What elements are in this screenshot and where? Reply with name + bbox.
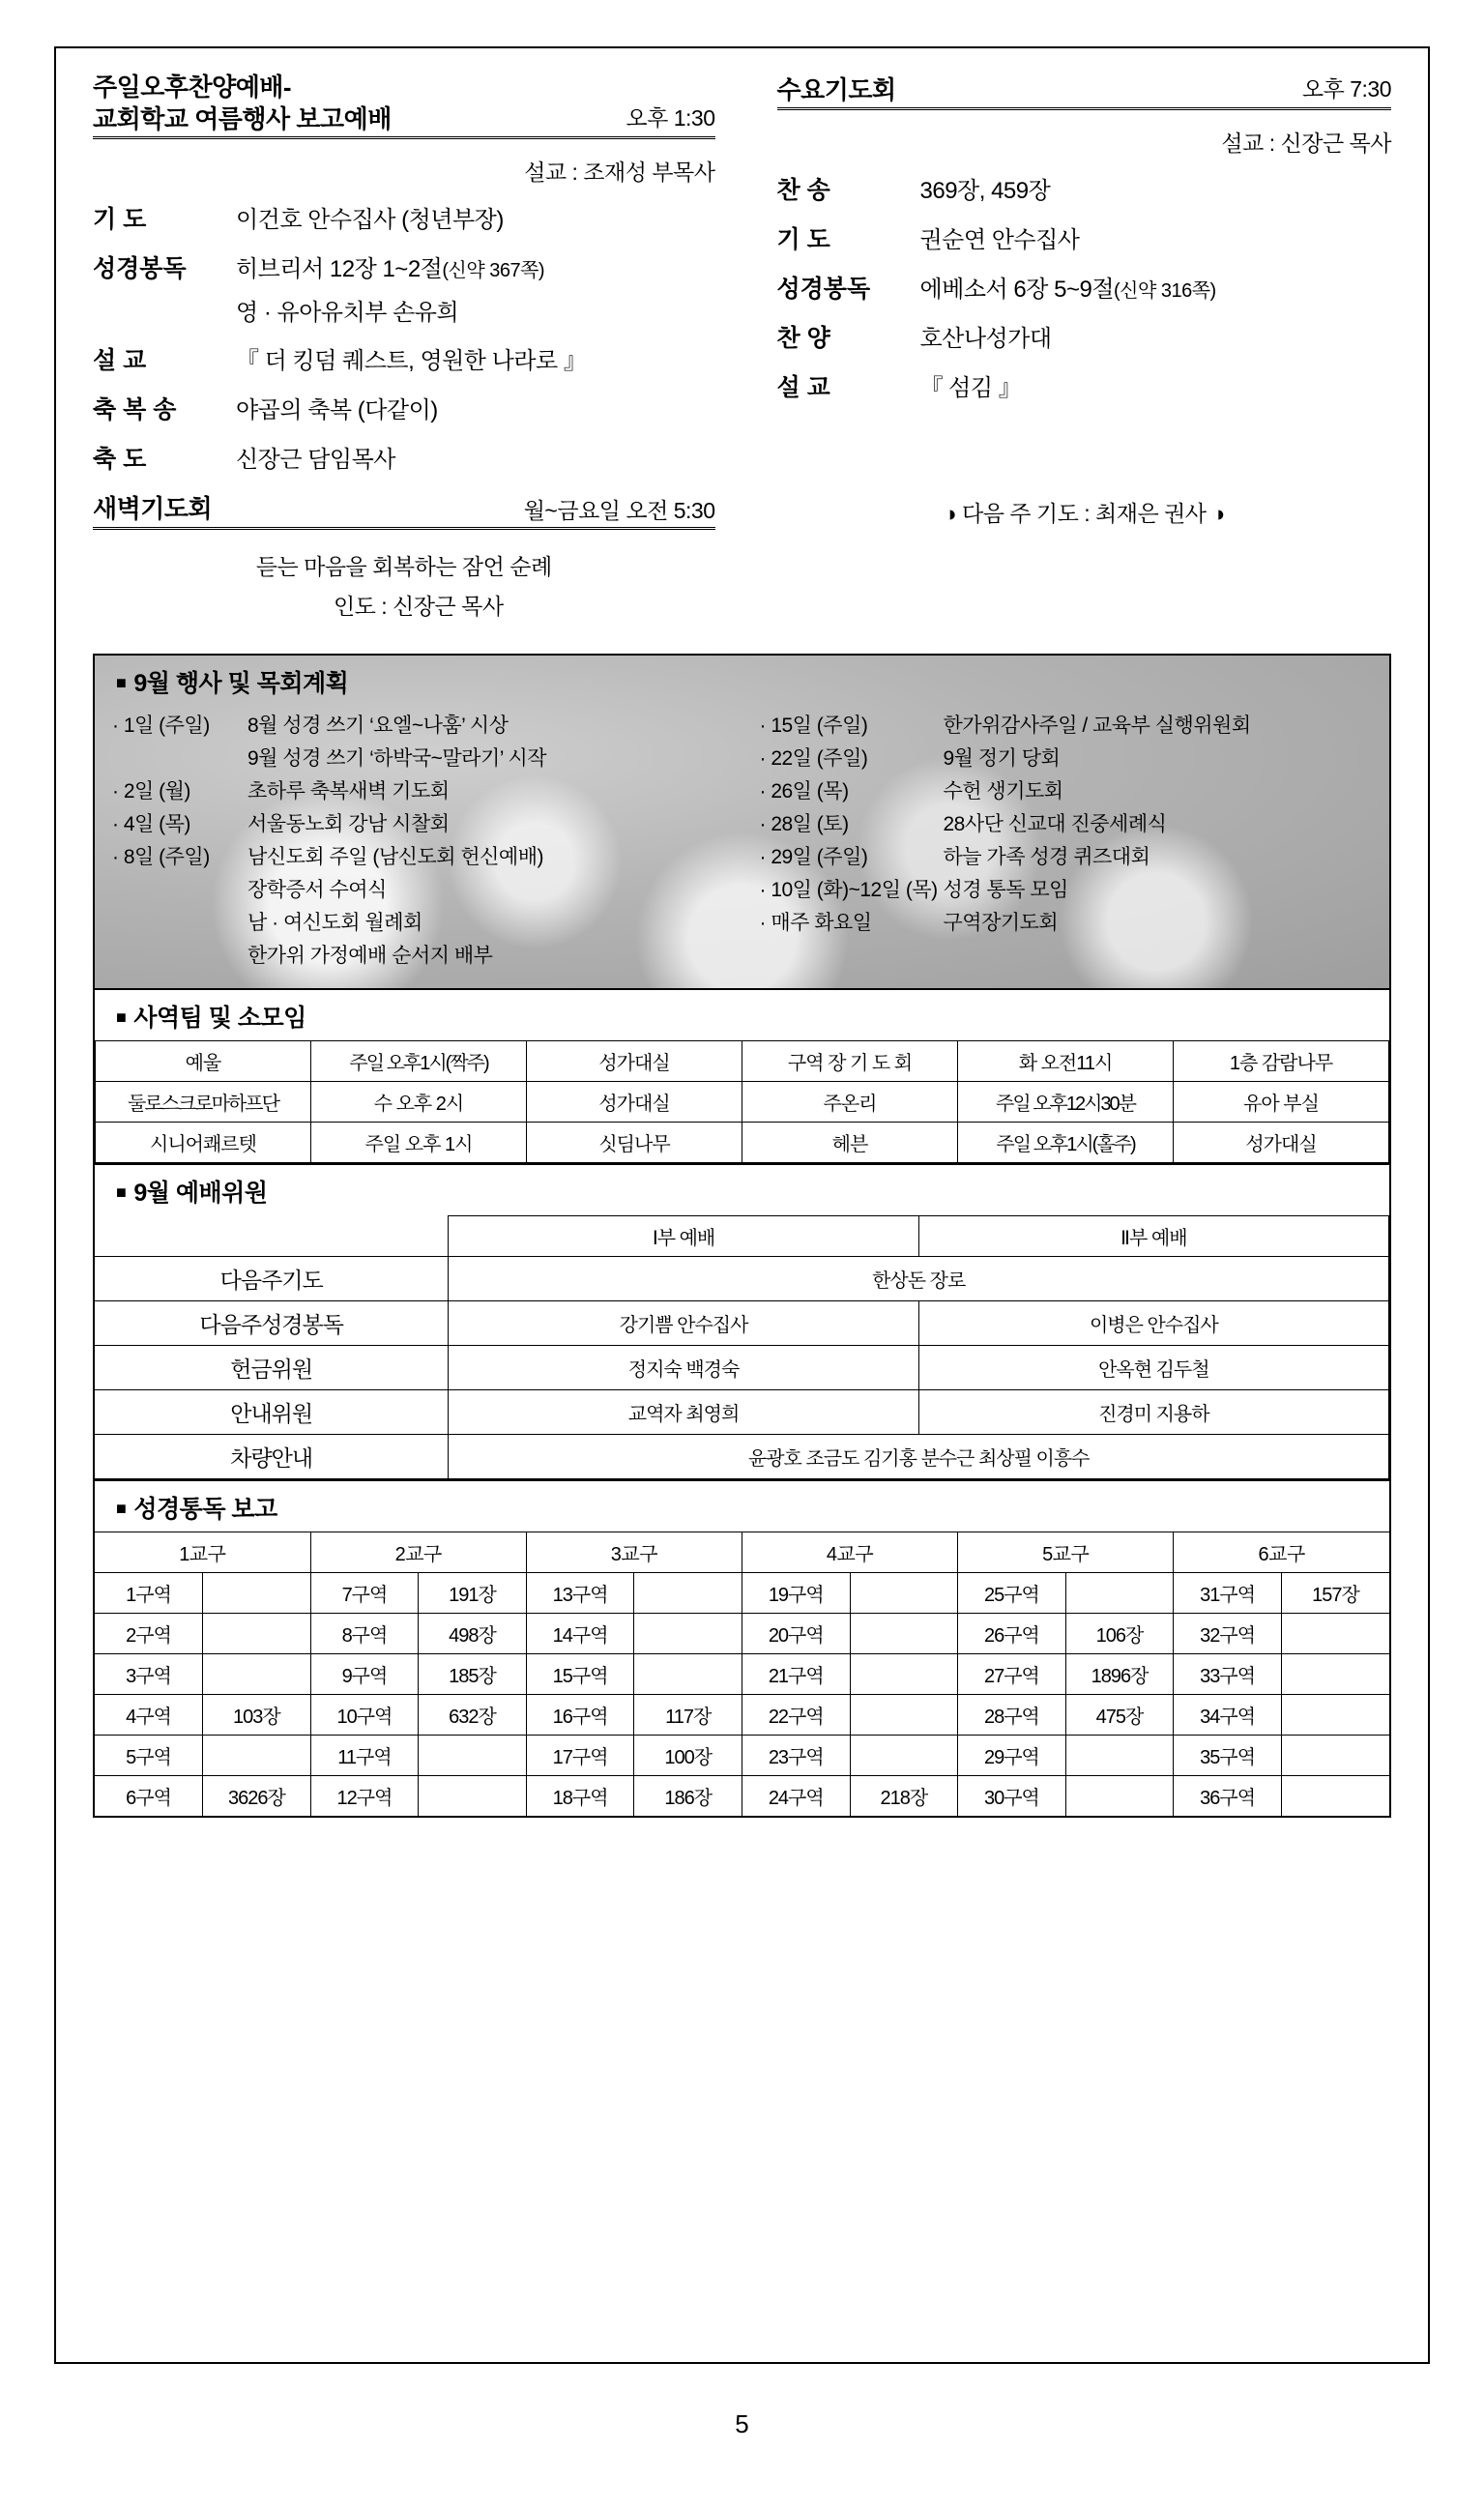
schedule-date [112,940,247,973]
table-row [95,1301,1389,1346]
zone-count [850,1695,958,1736]
order-value: 『 더 킹덤 퀘스트, 영원한 나라로 』 [236,348,587,374]
district-header: 3교구 [526,1532,742,1573]
team-time: 주일 오후1시(짝주) [311,1041,527,1082]
square-bullet-icon: ■ [116,1499,127,1519]
monthly-schedule-title-text: 9월 행사 및 목회계획 [133,670,349,697]
order-label: 기 도 [93,206,147,233]
zone-count [1281,1776,1389,1817]
schedule-date [112,874,247,907]
zone-label: 13구역 [526,1573,634,1614]
zone-label: 8구역 [310,1614,419,1654]
services-section [93,72,1391,621]
order-label: 축 도 [93,446,147,473]
zone-label: 20구역 [742,1614,850,1654]
team-time: 주일 오후12시30분 [958,1082,1174,1123]
row-value: 안옥현 김두철 [918,1346,1388,1390]
zone-label: 35구역 [1174,1736,1282,1776]
row-value: 정지숙 백경숙 [449,1346,918,1390]
schedule-item [112,907,742,940]
team-name: 주온리 [742,1082,958,1123]
schedule-item [760,743,1373,775]
zone-count: 498장 [419,1614,527,1654]
zone-label: 7구역 [310,1573,419,1614]
table-row [96,1123,1389,1163]
zone-label: 29구역 [958,1736,1066,1776]
schedule-date: · 2일 (월) [112,780,190,803]
zone-count [850,1736,958,1776]
order-label: 찬 송 [776,177,830,204]
schedule-item [112,808,742,841]
zone-count [1065,1736,1174,1776]
team-name: 시니어쾌르텟 [96,1123,311,1163]
team-time: 화 오전11시 [958,1041,1174,1082]
schedule-desc: 28사단 신교대 진중세례식 [943,813,1167,836]
square-bullet-icon: ■ [116,1007,127,1028]
table-row [95,1573,1389,1614]
schedule-item [112,743,742,775]
wednesday-service [742,72,1392,621]
zone-label: 17구역 [526,1736,634,1776]
schedule-item [760,874,1373,907]
schedule-desc: 하늘 가족 성경 퀴즈대회 [943,846,1150,869]
table-row [95,1257,1389,1301]
zone-count: 103장 [203,1695,311,1736]
order-value-page: (신약 367쪽) [442,260,545,281]
zone-label: 18구역 [526,1776,634,1817]
schedule-date [112,743,247,775]
zone-count: 1896장 [1065,1654,1174,1695]
team-time: 수 오후 2시 [311,1082,527,1123]
order-row [93,341,715,376]
schedule-date: · 매주 화요일 [759,912,872,935]
row-header: 다음주기도 [95,1257,449,1301]
zone-label: 31구역 [1174,1573,1282,1614]
zone-label: 36구역 [1174,1776,1282,1817]
zone-count: 218장 [850,1776,958,1817]
teams-title [95,990,1389,1040]
next-week-prayer: ◑ 다음 주 기도 : 최재은 권사 ◑ [943,501,1225,526]
worship-committee-section [95,1165,1389,1479]
table-row [95,1736,1389,1776]
dawn-prayer-header [93,489,715,530]
zone-count [850,1654,958,1695]
zone-label: 12구역 [310,1776,419,1817]
schedule-date: · 4일 (목) [112,813,190,836]
order-value [236,249,715,283]
schedule-desc: 남 · 여신도회 월례회 [247,912,422,935]
table-row [95,1776,1389,1817]
order-label: 성경봉독 [776,276,871,303]
worship-committee-title-text: 9월 예배위원 [133,1180,268,1208]
order-value-main: 히브리서 12장 1~2절 [236,256,443,282]
wednesday-preacher: 설교 : 신장근 목사 [1221,131,1391,156]
schedule-desc: 남신도회 주일 (남신도회 헌신예배) [247,846,543,869]
order-row [93,391,715,425]
order-value: 권순연 안수집사 [919,227,1080,253]
row-header: 차량안내 [95,1435,449,1479]
table-row [96,1041,1389,1082]
team-place: 싯딤나무 [527,1123,742,1163]
zone-count: 117장 [634,1695,742,1736]
team-place: 1층 감람나무 [1174,1041,1389,1082]
schedule-desc: 수헌 생기도회 [943,780,1063,803]
zone-label: 24구역 [742,1776,850,1817]
table-row [95,1614,1389,1654]
order-label: 찬 양 [776,325,830,352]
row-value: 한상돈 장로 [449,1257,1389,1301]
zone-count: 106장 [1065,1614,1174,1654]
wednesday-time: 오후 7:30 [1301,76,1391,102]
schedule-date: · 26일 (목) [759,780,849,803]
worship-committee-table [95,1215,1389,1479]
bible-reading-title-text: 성경통독 보고 [133,1496,277,1524]
table-row [95,1654,1389,1695]
schedule-date [112,907,247,940]
schedule-item [760,710,1373,743]
zone-label: 14구역 [526,1614,634,1654]
order-value: 호산나성가대 [919,326,1052,352]
sunday-afternoon-header [93,72,715,139]
row-value: 강기쁨 안수집사 [449,1301,918,1346]
order-value-page: (신약 316쪽) [1114,280,1216,302]
zone-label: 27구역 [958,1654,1066,1695]
teams-table [95,1040,1389,1163]
zone-label: 19구역 [742,1573,850,1614]
zone-label: 3구역 [95,1654,203,1695]
bible-reading-table [95,1532,1389,1816]
table-header-row [95,1532,1389,1573]
schedule-desc: 구역장기도회 [943,912,1059,935]
team-place: 유아 부실 [1174,1082,1389,1123]
district-header: 6교구 [1174,1532,1389,1573]
zone-count [634,1614,742,1654]
zone-label: 9구역 [310,1654,419,1695]
dawn-prayer-title: 새벽기도회 [93,494,213,523]
dawn-prayer-service [93,489,715,621]
schedule-date: · 29일 (주일) [759,846,868,869]
row-value: 진경미 지용하 [918,1390,1388,1435]
schedule-item [112,710,742,743]
order-value-main: 에베소서 6장 5~9절 [919,277,1114,303]
schedule-item [112,940,742,973]
column-header-first-service: Ⅰ부 예배 [449,1216,918,1257]
zone-label: 33구역 [1174,1654,1282,1695]
worship-corner-cell [95,1216,449,1257]
zone-count [203,1573,311,1614]
zone-label: 30구역 [958,1776,1066,1817]
row-header: 안내위원 [95,1390,449,1435]
zone-count: 100장 [634,1736,742,1776]
schedule-desc: 초하루 축복새벽 기도회 [247,780,450,803]
zone-label: 25구역 [958,1573,1066,1614]
order-label: 설 교 [776,374,830,401]
page-content [54,46,1430,1818]
team-name: 둘로스크로마하프단 [96,1082,311,1123]
schedule-desc: 성경 통독 모임 [943,879,1068,902]
column-header-second-service: Ⅱ부 예배 [918,1216,1388,1257]
team-time: 주일 오후1시(홀주) [958,1123,1174,1163]
sunday-afternoon-title [93,72,392,134]
row-value: 이병은 안수집사 [918,1301,1388,1346]
zone-count [1281,1695,1389,1736]
zone-count [1065,1776,1174,1817]
order-label: 설 교 [93,347,147,374]
team-name: 헤븐 [742,1123,958,1163]
zone-count [1281,1736,1389,1776]
order-label: 기 도 [776,226,830,253]
order-row [777,319,1392,354]
bible-reading-title [95,1481,1389,1532]
team-place: 성가대실 [527,1041,742,1082]
schedule-item [112,874,742,907]
zone-label: 22구역 [742,1695,850,1736]
order-value: 이건호 안수집사 (청년부장) [236,207,504,233]
zone-count: 185장 [419,1654,527,1695]
order-row [777,368,1392,403]
wednesday-title: 수요기도회 [776,74,896,104]
dawn-prayer-theme: 듣는 마음을 회복하는 잠언 순례 [255,554,552,579]
district-header: 1교구 [95,1532,310,1573]
schedule-date: · 1일 (주일) [112,715,210,737]
table-row [95,1390,1389,1435]
schedule-date: · 15일 (주일) [759,715,868,737]
square-bullet-icon: ■ [116,673,127,692]
teams-title-text: 사역팀 및 소모임 [133,1005,306,1033]
zone-count [850,1614,958,1654]
team-name: 구역 장 기 도 회 [742,1041,958,1082]
order-subvalue: 영 · 유아유치부 손유희 [236,300,459,326]
schedule-item [760,775,1373,808]
zone-count [203,1654,311,1695]
zone-count [1281,1614,1389,1654]
order-value: 369장, 459장 [919,178,1051,204]
schedule-desc: 9월 정기 당회 [943,747,1061,771]
zone-count: 191장 [419,1573,527,1614]
zone-label: 16구역 [526,1695,634,1736]
sunday-afternoon-preacher: 설교 : 조재성 부목사 [524,160,715,185]
zone-count [203,1614,311,1654]
table-row [95,1346,1389,1390]
wednesday-header [777,72,1392,110]
district-header: 2교구 [310,1532,526,1573]
table-row [96,1082,1389,1123]
order-value: 야곱의 축복 (다같이) [236,397,438,423]
zone-label: 26구역 [958,1614,1066,1654]
zone-label: 6구역 [95,1776,203,1817]
order-row [777,220,1392,255]
bible-reading-section [95,1481,1389,1816]
schedule-desc: 한가위감사주일 / 교육부 실행위원회 [943,715,1251,737]
team-place: 성가대실 [1174,1123,1389,1163]
schedule-desc: 장학증서 수여식 [247,879,387,902]
zone-count [1065,1573,1174,1614]
zone-count [203,1736,311,1776]
order-label: 축 복 송 [93,396,177,423]
schedule-date: · 22일 (주일) [759,747,868,771]
dawn-prayer-leader: 인도 : 신장근 목사 [333,594,504,619]
row-value: 윤광호 조금도 김기홍 분수근 최상필 이흥수 [449,1435,1389,1479]
monthly-schedule-title [95,656,1389,706]
zone-label: 2구역 [95,1614,203,1654]
zone-count: 475장 [1065,1695,1174,1736]
page-number: 5 [735,2409,749,2438]
schedule-desc: 서울동노회 강남 시찰회 [247,813,450,836]
row-header: 헌금위원 [95,1346,449,1390]
zone-label: 32구역 [1174,1614,1282,1654]
zone-count: 186장 [634,1776,742,1817]
order-row [93,200,715,235]
info-sections [93,654,1391,1818]
schedule-item [112,841,742,874]
row-header: 다음주성경봉독 [95,1301,449,1346]
monthly-schedule-section [95,656,1389,988]
order-label: 성경봉독 [93,255,187,282]
worship-committee-title [95,1165,1389,1215]
district-header: 4교구 [742,1532,957,1573]
sunday-afternoon-order [93,200,715,475]
district-header: 5교구 [958,1532,1174,1573]
teams-section [95,990,1389,1163]
order-value: 『 섬김 』 [919,375,1022,401]
zone-count [419,1776,527,1817]
row-value: 교역자 최영희 [449,1390,918,1435]
zone-label: 28구역 [958,1695,1066,1736]
wednesday-order [777,171,1392,403]
monthly-schedule-body [95,706,1389,988]
sunday-afternoon-time: 오후 1:30 [626,105,715,131]
zone-label: 34구역 [1174,1695,1282,1736]
zone-label: 10구역 [310,1695,419,1736]
zone-count [850,1573,958,1614]
zone-count: 3626장 [203,1776,311,1817]
zone-count [1281,1654,1389,1695]
schedule-desc: 9월 성경 쓰기 ‘하박국~말라기’ 시작 [247,747,547,771]
zone-count: 157장 [1281,1573,1389,1614]
schedule-item [760,808,1373,841]
table-header-row [95,1216,1389,1257]
table-row [95,1695,1389,1736]
sunday-afternoon-title-line2: 교회학교 여름행사 보고예배 [93,103,392,133]
dawn-prayer-time: 월~금요일 오전 5:30 [523,498,715,523]
schedule-item [760,907,1373,940]
schedule-date: · 8일 (주일) [112,846,210,869]
schedule-item [760,841,1373,874]
schedule-desc: 한가위 가정예배 순서지 배부 [247,945,493,968]
schedule-column-left [112,710,742,973]
square-bullet-icon: ■ [116,1182,127,1203]
sunday-afternoon-service [93,72,742,621]
team-name: 예울 [96,1041,311,1082]
zone-label: 23구역 [742,1736,850,1776]
zone-count [634,1654,742,1695]
order-row [777,171,1392,206]
zone-label: 5구역 [95,1736,203,1776]
zone-label: 4구역 [95,1695,203,1736]
zone-label: 11구역 [310,1736,419,1776]
zone-count [419,1736,527,1776]
table-row [95,1435,1389,1479]
zone-label: 1구역 [95,1573,203,1614]
sunday-afternoon-title-line1: 주일오후찬양예배- [93,73,292,102]
schedule-date: · 10일 (화)~12일 (목) [759,879,938,902]
schedule-desc: 8월 성경 쓰기 ‘요엘~나훔’ 시상 [247,715,509,737]
order-row [777,270,1392,305]
team-place: 성가대실 [527,1082,742,1123]
team-time: 주일 오후 1시 [311,1123,527,1163]
zone-label: 15구역 [526,1654,634,1695]
zone-count: 632장 [419,1695,527,1736]
order-value: 신장근 담임목사 [236,447,395,473]
schedule-date: · 28일 (토) [759,813,849,836]
order-value [920,270,1392,304]
order-row [93,249,715,284]
zone-count [634,1573,742,1614]
schedule-item [112,775,742,808]
order-row [93,440,715,475]
zone-label: 21구역 [742,1654,850,1695]
schedule-column-right [742,710,1373,973]
